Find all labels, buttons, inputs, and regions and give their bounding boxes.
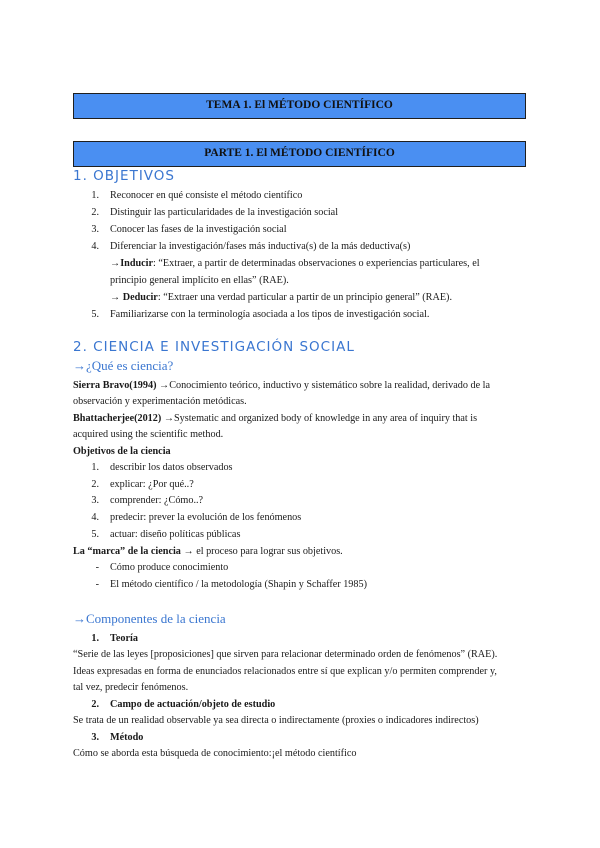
- list-number: 3.: [91, 732, 99, 743]
- marca-label: La “marca” de la ciencia: [73, 546, 181, 557]
- inducir-label: →Inducir: [110, 258, 154, 269]
- sierra-definition-cont: observación y experimentación metódicas.: [73, 396, 247, 407]
- list-number: 5.: [91, 529, 99, 540]
- inducir-text: : “Extraer, a partir de determinadas observaciones o experiencias particulares, el: [153, 258, 480, 269]
- deducir-definition: [110, 291, 452, 305]
- list-number: 1.: [91, 190, 99, 201]
- inducir-definition-cont: principio general implícito en ellas” (RAE).: [110, 275, 289, 286]
- campo-label: Campo de actuación/objeto de estudio: [110, 699, 276, 710]
- list-item: describir los datos observados: [110, 462, 233, 473]
- part-banner: [73, 141, 526, 167]
- campo-text: Se trata de un realidad observable ya sea directa o indirectamente (proxies o indicadores indirectos): [73, 715, 479, 726]
- metodo-text: Cómo se aborda esta búsqueda de conocimiento:¡el método científico: [73, 748, 357, 759]
- list-number: 3.: [91, 224, 99, 235]
- title-banner: [73, 93, 526, 119]
- objetivos-ciencia-heading: Objetivos de la ciencia: [73, 446, 171, 457]
- dash-bullet: -: [95, 562, 99, 573]
- list-item: comprender: ¿Cómo..?: [110, 495, 204, 506]
- list-number: 2.: [91, 479, 99, 490]
- list-item: Reconocer en qué consiste el método científico: [110, 190, 303, 201]
- inducir-definition: [110, 257, 480, 271]
- subheading-componentes: →Componentes de la ciencia: [73, 611, 226, 626]
- list-number: 5.: [91, 309, 99, 320]
- list-item: Diferenciar la investigación/fases más inductiva(s) de la más deductiva(s): [110, 241, 411, 252]
- list-number: 1.: [91, 633, 99, 644]
- deducir-arrow: →: [110, 292, 123, 303]
- list-number: 1.: [91, 462, 99, 473]
- list-number: 2.: [91, 699, 99, 710]
- marca-ciencia: [73, 545, 343, 559]
- title-banner-text: TEMA 1. El MÉTODO CIENTÍFICO: [206, 99, 393, 111]
- list-number: 4.: [91, 241, 99, 252]
- sierra-definition: [73, 379, 490, 393]
- list-item: explicar: ¿Por qué..?: [110, 479, 194, 490]
- teoria-label: Teoría: [110, 633, 138, 644]
- metodo-label: Método: [110, 732, 144, 743]
- teoria-text-cont: Ideas expresadas en forma de enunciados relacionados entre sí que explican y/o permiten comprender y,: [73, 666, 497, 677]
- deducir-label: Deducir: [122, 292, 158, 303]
- list-item: Familiarizarse con la terminología asociada a los tipos de investigación social.: [110, 309, 430, 320]
- list-item: actuar: diseño políticas públicas: [110, 529, 241, 540]
- list-item: Distinguir las particularidades de la investigación social: [110, 207, 339, 218]
- section-heading-ciencia: 2. CIENCIA E INVESTIGACIÓN SOCIAL: [73, 339, 355, 355]
- list-item: El método científico / la metodología (Shapin y Schaffer 1985): [110, 579, 367, 590]
- sierra-label: Sierra Bravo(1994): [73, 380, 157, 391]
- bhatt-definition: [73, 412, 477, 426]
- bhatt-text: →Systematic and organized body of knowledge in any area of inquiry that is: [161, 413, 478, 424]
- list-number: 3.: [91, 495, 99, 506]
- list-number: 2.: [91, 207, 99, 218]
- bhatt-label: Bhattacherjee(2012): [73, 413, 162, 424]
- list-item: Conocer las fases de la investigación social: [110, 224, 287, 235]
- list-number: 4.: [91, 512, 99, 523]
- subheading-que-es-ciencia: →¿Qué es ciencia?: [73, 358, 174, 373]
- section-heading-objetivos: 1. OBJETIVOS: [73, 168, 175, 184]
- bhatt-definition-cont: acquired using the scientific method.: [73, 429, 224, 440]
- teoria-text-cont: tal vez, predecir fenómenos.: [73, 682, 189, 693]
- list-item: predecir: prever la evolución de los fenómenos: [110, 512, 302, 523]
- list-item: Cómo produce conocimiento: [110, 562, 229, 573]
- dash-bullet: -: [95, 579, 99, 590]
- deducir-text: : “Extraer una verdad particular a partir de un principio general” (RAE).: [157, 292, 452, 303]
- part-banner-text: PARTE 1. El MÉTODO CIENTÍFICO: [204, 147, 395, 159]
- teoria-text: “Serie de las leyes [proposiciones] que sirven para relacionar determinado orden de fenómenos” (RAE).: [73, 649, 498, 660]
- marca-text: → el proceso para lograr sus objetivos.: [183, 546, 343, 557]
- sierra-text: →Conocimiento teórico, inductivo y sistemático sobre la realidad, derivado de la: [156, 380, 491, 391]
